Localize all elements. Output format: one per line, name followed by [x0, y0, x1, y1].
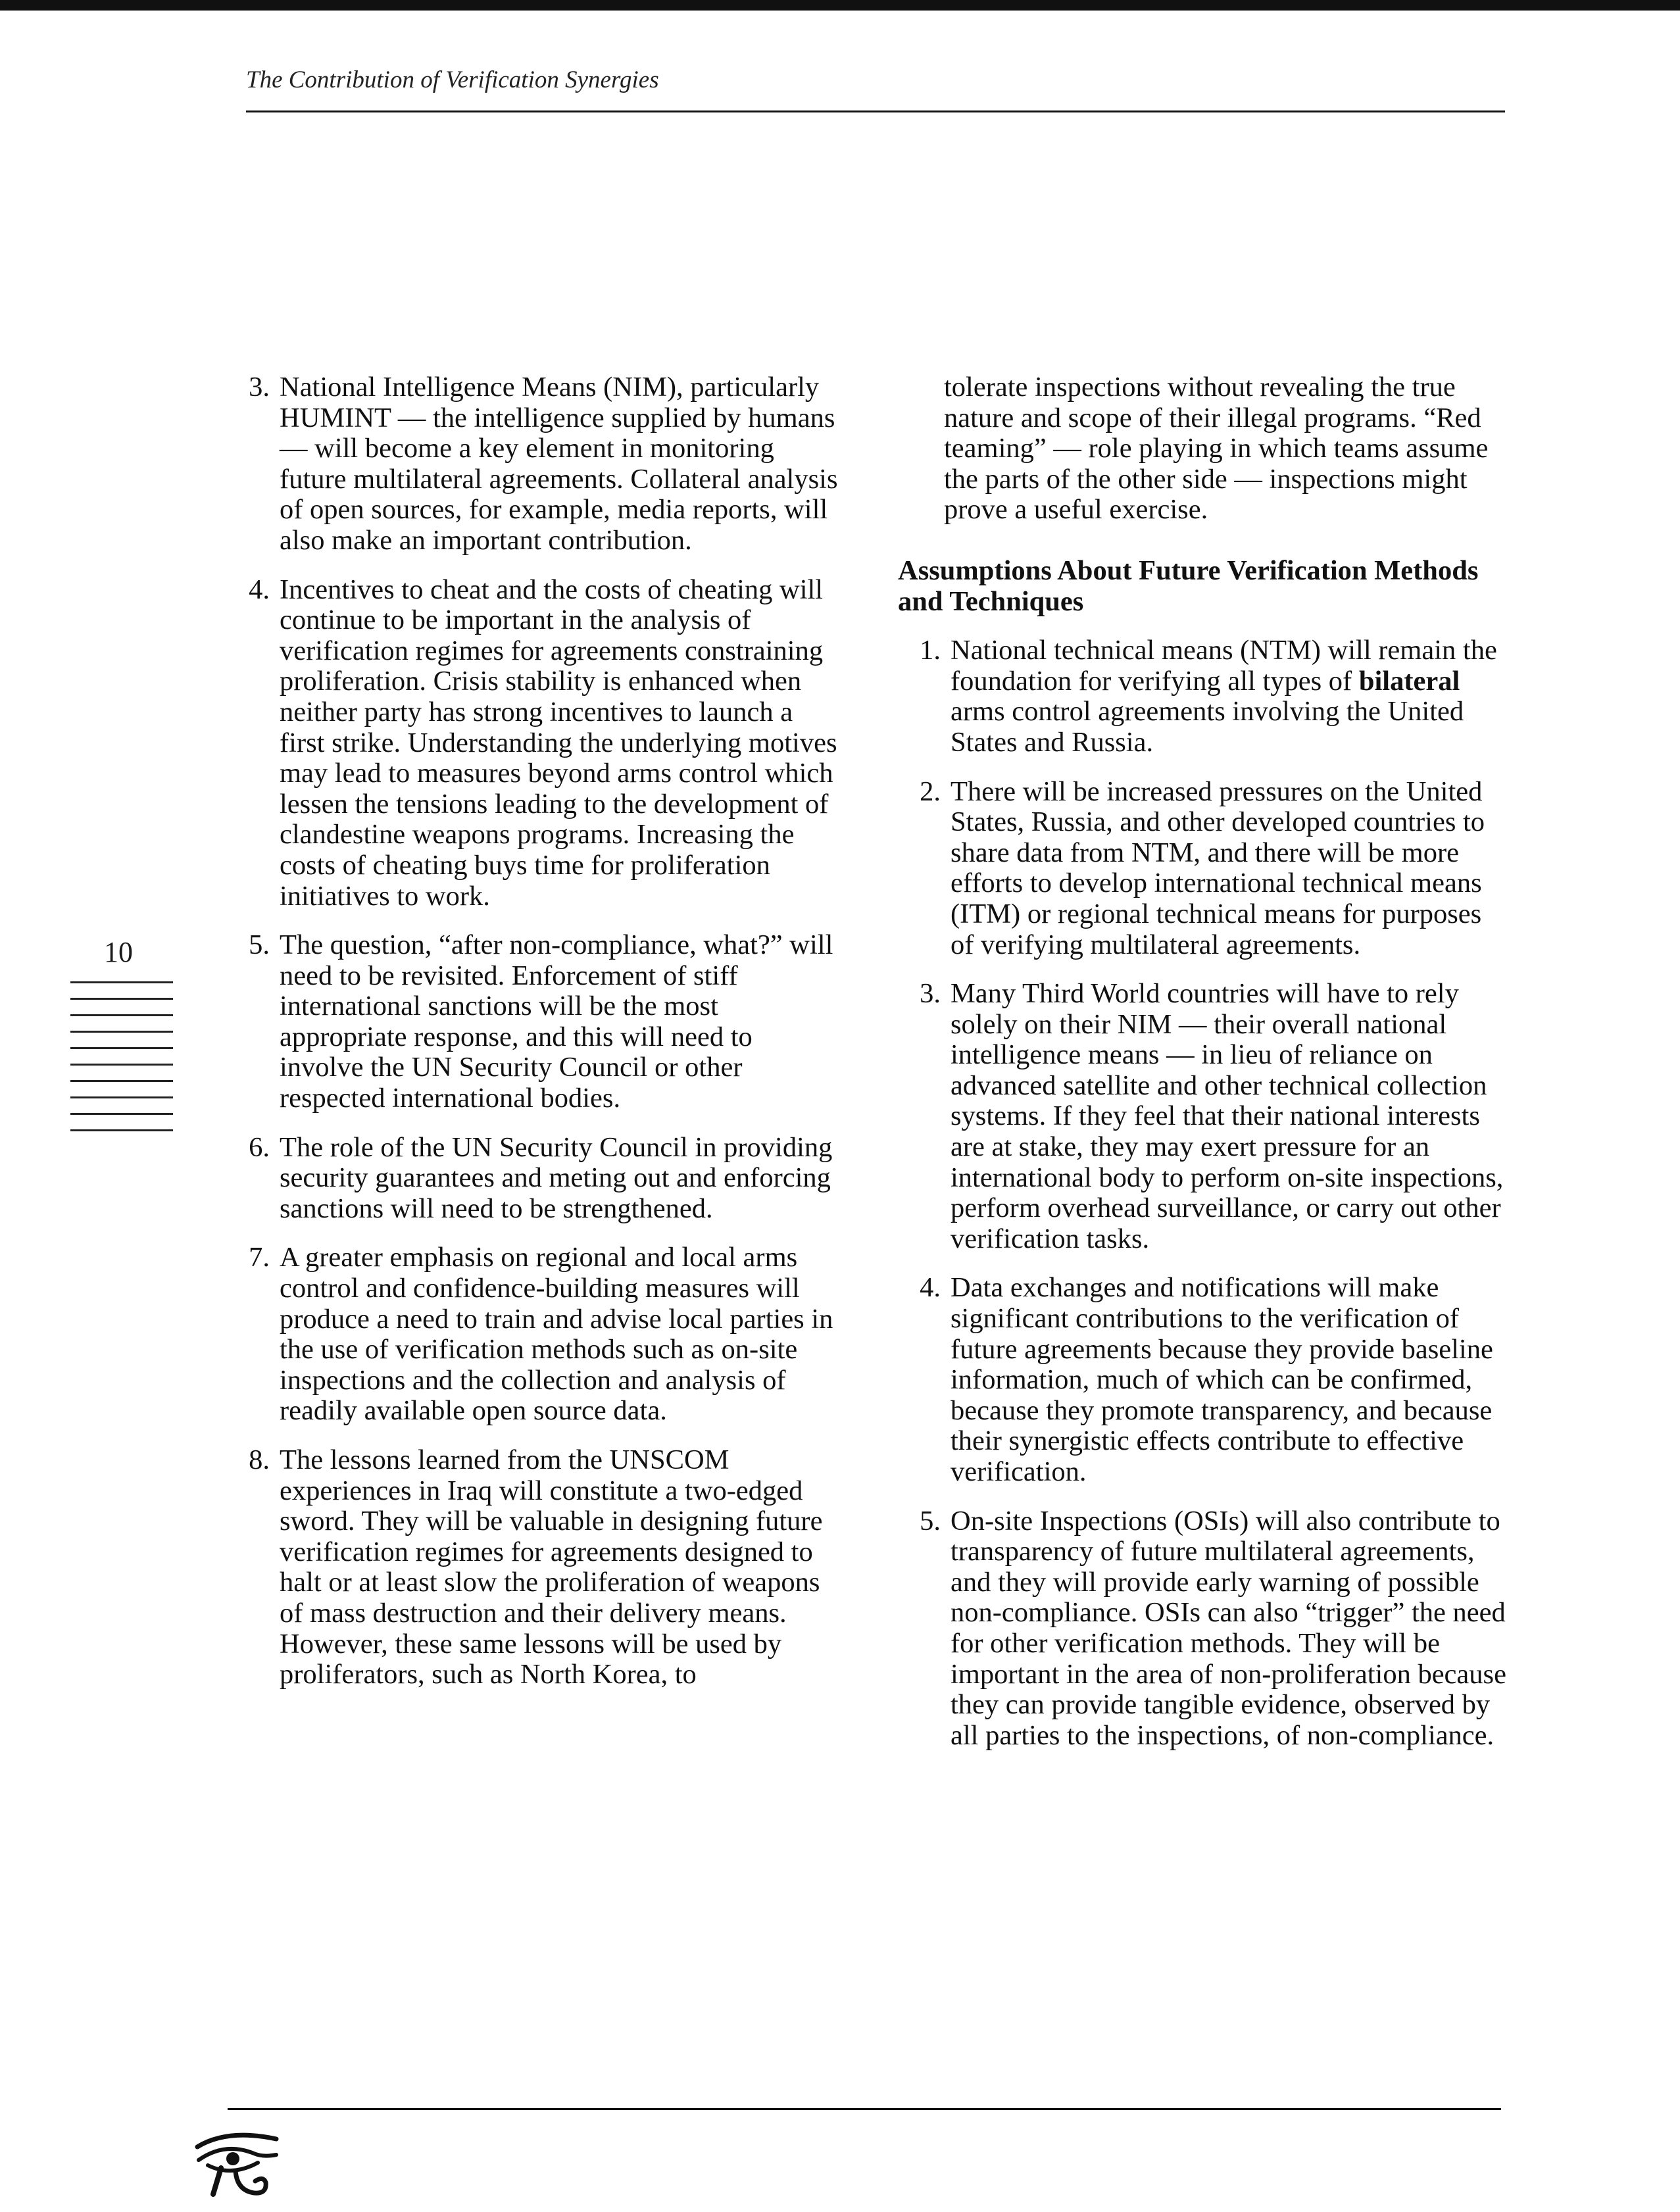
list-item — [898, 777, 1510, 961]
item-text: The role of the UN Security Council in providing security guarantees and meting out and enforcing sanctions will need to be strengthened. — [280, 1131, 833, 1224]
item-text: On-site Inspections (OSIs) will also contribute to transparency of future multilateral agreements, and they will provide early warning of possible non-compliance. OSIs can also “trigger” the need for other verification methods. They will be important in the area of non-proliferation because they can provide tangible evidence, observed by all parties to the inspections, of non-compliance. — [951, 1505, 1506, 1751]
list-item — [227, 575, 839, 912]
list-item — [227, 372, 839, 556]
list-item — [227, 1445, 839, 1690]
list-item — [227, 930, 839, 1114]
item-text: There will be increased pressures on the United States, Russia, and other developed countries to share data from NTM, and there will be more efforts to develop international technical means (ITM) or regional technical means for purposes of verifying multilateral agreements. — [951, 775, 1485, 960]
list-item — [898, 1506, 1510, 1752]
margin-rule — [70, 1080, 173, 1082]
item-number: 7. — [249, 1242, 270, 1273]
list-item — [227, 1242, 839, 1427]
item-number: 4. — [920, 1272, 941, 1304]
margin-rule — [70, 981, 173, 983]
item-number: 5. — [920, 1505, 941, 1536]
item-text — [951, 635, 1497, 758]
item-text: The question, “after non-compliance, what?” will need to be revisited. Enforcement of stiff international sanctions will be the most appropriate response, and this will need to involve the UN Security Council or other respected international bodies. — [280, 929, 833, 1114]
running-head: The Contribution of Verification Synergies — [246, 66, 659, 93]
item-text-part: National technical means (NTM) will remain the foundation for verifying all types of — [951, 635, 1497, 697]
margin-rule — [70, 1129, 173, 1131]
item-number: 5. — [249, 929, 270, 961]
item-text: Many Third World countries will have to rely solely on their NIM — their overall national intelligence means — in lieu of reliance on advanced satellite and other technical collection systems. If they feel that their national interests are at stake, they may exert pressure for an international body to perform on-site inspections, perform overhead surveillance, or carry out other verification tasks. — [951, 978, 1504, 1254]
item-text: National Intelligence Means (NIM), particularly HUMINT — the intelligence supplied by humans — will become a key element in monitoring future multilateral agreements. Collateral analysis of open sources, for example, media reports, will also make an important contribution. — [280, 372, 838, 556]
item-number: 3. — [920, 978, 941, 1010]
footer-rule — [228, 2108, 1501, 2110]
left-column — [227, 372, 839, 1709]
margin-rules — [70, 981, 173, 1146]
margin-rule — [70, 1064, 173, 1066]
item-number: 1. — [920, 635, 941, 666]
margin-rule — [70, 998, 173, 1000]
bold-emphasis: bilateral — [1358, 665, 1460, 697]
list-item — [898, 1273, 1510, 1487]
list-item — [898, 635, 1510, 758]
margin-rule — [70, 1113, 173, 1115]
page-number: 10 — [104, 936, 133, 968]
item-text: The lessons learned from the UNSCOM experiences in Iraq will constitute a two-edged sword. They will be valuable in designing future verification regimes for agreements designed to halt or at least slow the proliferation of weapons of mass destruction and their delivery means. However, these same lessons will be used by proliferators, such as North Korea, to — [280, 1444, 823, 1690]
item-text-part: arms control agreements involving the United States and Russia. — [951, 696, 1464, 758]
margin-rule — [70, 1031, 173, 1033]
margin-rule — [70, 1047, 173, 1049]
margin-rule — [70, 1096, 173, 1098]
item-number: 2. — [920, 775, 941, 807]
header-rule — [246, 111, 1505, 112]
section-heading: Assumptions About Future Verification Methods and Techniques — [898, 554, 1479, 617]
item-number: 6. — [249, 1131, 270, 1163]
eye-of-horus-icon — [195, 2125, 280, 2201]
list-item — [898, 979, 1510, 1254]
item-number: 4. — [249, 574, 270, 605]
left-numbered-list — [227, 372, 839, 1690]
item-text: A greater emphasis on regional and local arms control and confidence-building measures will produce a need to train and advise local parties in the use of verification methods such as on-site inspections and the collection and analysis of readily available open source data. — [280, 1242, 833, 1427]
item-text: Incentives to cheat and the costs of cheating will continue to be important in the analysis of verification regimes for agreements constraining proliferation. Crisis stability is enhanced when neither party has strong incentives to launch a first strike. Understanding the underlying motives may lead to measures beyond arms control which lessen the tensions leading to the development of clandestine weapons programs. Increasing the costs of cheating buys time for proliferation initiatives to work. — [280, 574, 837, 912]
continued-paragraph: tolerate inspections without revealing the true nature and scope of their illegal programs. “Red teaming” — role playing in which teams assume the parts of the other side — inspections might prove a useful exercise. — [944, 372, 1489, 526]
item-number: 8. — [249, 1444, 270, 1475]
list-item — [227, 1133, 839, 1225]
right-column — [898, 372, 1510, 1769]
item-text: Data exchanges and notifications will make significant contributions to the verification of future agreements because they provide baseline information, much of which can be confirmed, because they promote transparency, and because their synergistic effects contribute to effective verification. — [951, 1272, 1493, 1487]
scan-top-border — [0, 0, 1680, 11]
item-number: 3. — [249, 372, 270, 403]
margin-rule — [70, 1014, 173, 1016]
right-numbered-list — [898, 635, 1510, 1751]
